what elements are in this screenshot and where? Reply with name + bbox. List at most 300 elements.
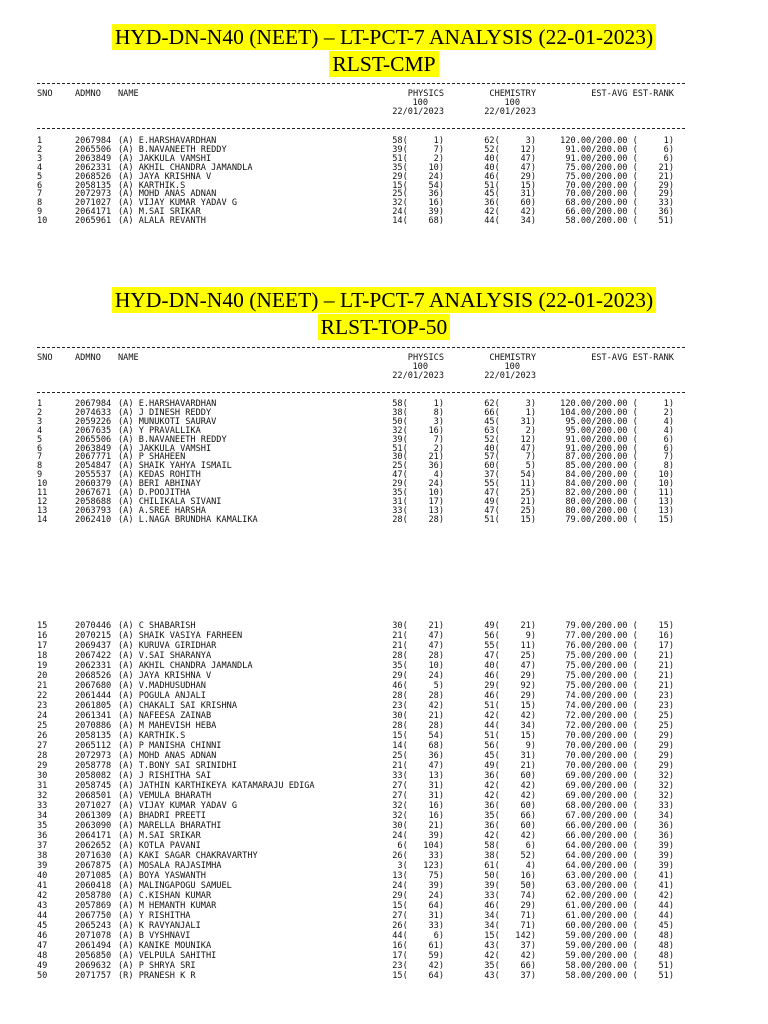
row-physics: 14( 68)	[392, 216, 444, 227]
row-est: 69.00/200.00 ( 32)	[565, 781, 674, 791]
row-name: (A) KEDAS ROHITH	[118, 470, 201, 481]
table-row	[0, 516, 768, 525]
row-sno: 49	[37, 961, 48, 971]
row-sno: 43	[37, 901, 48, 911]
row-est: 77.00/200.00 ( 16)	[565, 631, 674, 641]
row-physics: 32( 16)	[392, 801, 444, 811]
row-admno: 2063090	[75, 821, 112, 831]
row-physics: 51( 2)	[392, 153, 444, 164]
row-sno: 11	[37, 488, 48, 498]
row-est: 80.00/200.00 ( 13)	[565, 496, 674, 507]
row-name: (A) VELPULA SAHITHI	[118, 951, 217, 961]
row-chemistry: 47( 25)	[484, 505, 536, 516]
row-chemistry: 42( 42)	[484, 711, 536, 721]
row-chemistry: 42( 42)	[484, 951, 536, 961]
table-row	[0, 812, 768, 821]
table-row	[0, 952, 768, 961]
table-row	[0, 632, 768, 641]
table-row	[0, 892, 768, 901]
table-row	[0, 762, 768, 771]
col-header-chemistry: CHEMISTRY	[489, 89, 536, 99]
table-row	[0, 782, 768, 791]
section1-header-rule	[37, 128, 685, 129]
row-name: (R) PRANESH K R	[118, 971, 196, 981]
row-chemistry: 45( 31)	[484, 751, 536, 761]
row-chemistry: 38( 52)	[484, 851, 536, 861]
row-chemistry: 45( 31)	[484, 416, 536, 427]
table-row	[0, 792, 768, 801]
row-name: (A) BOYA YASWANTH	[118, 871, 206, 881]
row-chemistry: 42( 42)	[484, 831, 536, 841]
row-est: 72.00/200.00 ( 25)	[565, 711, 674, 721]
row-physics: 29( 24)	[392, 671, 444, 681]
row-sno: 7	[37, 452, 43, 463]
row-est: 70.00/200.00 ( 29)	[565, 761, 674, 771]
row-sno: 10	[37, 479, 48, 490]
row-name: (A) J DINESH REDDY	[118, 407, 212, 418]
row-admno: 2065112	[75, 741, 112, 751]
row-physics: 23( 42)	[392, 961, 444, 971]
col-header-est: EST-AVG EST-RANK	[591, 89, 674, 99]
table-row	[0, 822, 768, 831]
row-name: (A) VIJAY KUMAR YADAV G	[118, 198, 237, 209]
row-sno: 3	[37, 416, 43, 427]
row-name: (A) MOHD ANAS ADNAN	[118, 751, 217, 761]
row-est: 75.00/200.00 ( 21)	[565, 171, 674, 182]
row-physics: 51( 2)	[392, 443, 444, 454]
row-name: (A) JAKKULA VAMSHI	[118, 153, 212, 164]
row-est: 91.00/200.00 ( 6)	[565, 443, 674, 454]
table-row	[0, 962, 768, 971]
row-est: 58.00/200.00 ( 51)	[565, 961, 674, 971]
row-physics: 25( 36)	[392, 189, 444, 200]
row-est: 104.00/200.00 ( 2)	[560, 407, 674, 418]
col-header-admno: ADMNO	[75, 89, 101, 99]
row-admno: 2059226	[75, 416, 112, 427]
row-name: (A) M.SAI SRIKAR	[118, 831, 201, 841]
row-est: 91.00/200.00 ( 6)	[565, 434, 674, 445]
row-est: 84.00/200.00 ( 10)	[565, 470, 674, 481]
row-name: (A) K RAVYANJALI	[118, 921, 201, 931]
row-physics: 28( 28)	[392, 691, 444, 701]
row-physics: 32( 16)	[392, 198, 444, 209]
row-physics: 28( 28)	[392, 651, 444, 661]
row-admno: 2062331	[75, 661, 112, 671]
row-admno: 2070886	[75, 721, 112, 731]
row-admno: 2068526	[75, 671, 112, 681]
row-est: 70.00/200.00 ( 29)	[565, 741, 674, 751]
row-sno: 24	[37, 711, 48, 721]
row-physics: 28( 28)	[392, 514, 444, 525]
row-est: 80.00/200.00 ( 13)	[565, 505, 674, 516]
row-chemistry: 47( 25)	[484, 488, 536, 498]
row-est: 59.00/200.00 ( 48)	[565, 931, 674, 941]
row-name: (A) AKHIL CHANDRA JAMANDLA	[118, 162, 253, 173]
row-admno: 2054847	[75, 461, 112, 472]
row-est: 58.00/200.00 ( 51)	[565, 216, 674, 227]
chemistry-max-marks: 100	[504, 98, 520, 108]
row-admno: 2064171	[75, 207, 112, 218]
row-name: (A) KARTHIK.S	[118, 731, 186, 741]
row-est: 72.00/200.00 ( 25)	[565, 721, 674, 731]
row-est: 79.00/200.00 ( 15)	[565, 621, 674, 631]
row-chemistry: 29( 92)	[484, 681, 536, 691]
row-chemistry: 51( 15)	[484, 731, 536, 741]
row-est: 95.00/200.00 ( 4)	[565, 416, 674, 427]
row-physics: 21( 47)	[392, 641, 444, 651]
row-admno: 2071027	[75, 198, 112, 209]
row-chemistry: 60( 5)	[484, 461, 536, 472]
row-admno: 2069437	[75, 641, 112, 651]
row-chemistry: 49( 21)	[484, 496, 536, 507]
row-est: 74.00/200.00 ( 23)	[565, 691, 674, 701]
row-name: (A) BERI ABHINAY	[118, 479, 201, 490]
row-sno: 21	[37, 681, 48, 691]
row-admno: 2072973	[75, 751, 112, 761]
row-admno: 2071078	[75, 931, 112, 941]
row-admno: 2061805	[75, 701, 112, 711]
row-chemistry: 44( 34)	[484, 721, 536, 731]
row-chemistry: 35( 66)	[484, 961, 536, 971]
row-admno: 2071630	[75, 851, 112, 861]
row-admno: 2061309	[75, 811, 112, 821]
row-chemistry: 55( 11)	[484, 641, 536, 651]
row-sno: 38	[37, 851, 48, 861]
row-est: 66.00/200.00 ( 36)	[565, 821, 674, 831]
row-name: (A) KANIKE MOUNIKA	[118, 941, 212, 951]
row-sno: 33	[37, 801, 48, 811]
row-physics: 24( 39)	[392, 207, 444, 218]
row-name: (A) MOHD ANAS ADNAN	[118, 189, 217, 200]
row-name: (A) MALINGAPOGU SAMUEL	[118, 881, 232, 891]
row-physics: 26( 33)	[392, 921, 444, 931]
chemistry-max-marks: 100	[504, 362, 520, 372]
row-name: (A) M HEMANTH KUMAR	[118, 901, 217, 911]
row-sno: 48	[37, 951, 48, 961]
row-est: 84.00/200.00 ( 10)	[565, 479, 674, 490]
row-chemistry: 40( 47)	[484, 153, 536, 164]
row-sno: 26	[37, 731, 48, 741]
row-chemistry: 62( 3)	[484, 136, 536, 146]
row-sno: 42	[37, 891, 48, 901]
row-admno: 2060379	[75, 479, 112, 490]
table-row	[0, 852, 768, 861]
chemistry-test-date: 22/01/2023	[484, 371, 536, 381]
row-physics: 39( 7)	[392, 434, 444, 445]
row-admno: 2071085	[75, 871, 112, 881]
col-header-physics: PHYSICS	[407, 353, 444, 363]
row-est: 70.00/200.00 ( 29)	[565, 180, 674, 191]
row-name: (A) B VYSHNAVI	[118, 931, 191, 941]
row-chemistry: 44( 34)	[484, 216, 536, 227]
table-row	[0, 742, 768, 751]
row-admno: 2064171	[75, 831, 112, 841]
row-physics: 47( 4)	[392, 470, 444, 481]
row-sno: 36	[37, 831, 48, 841]
row-est: 70.00/200.00 ( 29)	[565, 189, 674, 200]
row-est: 79.00/200.00 ( 15)	[565, 514, 674, 525]
row-name: (A) NAFEESA ZAINAB	[118, 711, 212, 721]
row-name: (A) J RISHITHA SAI	[118, 771, 212, 781]
row-admno: 2071757	[75, 971, 112, 981]
row-admno: 2063849	[75, 443, 112, 454]
row-chemistry: 40( 47)	[484, 162, 536, 173]
row-sno: 5	[37, 434, 43, 445]
row-chemistry: 46( 29)	[484, 691, 536, 701]
row-sno: 7	[37, 189, 43, 200]
row-name: (A) SHAIK VASIYA FARHEEN	[118, 631, 243, 641]
row-est: 75.00/200.00 ( 21)	[565, 651, 674, 661]
row-physics: 14( 68)	[392, 741, 444, 751]
row-est: 61.00/200.00 ( 44)	[565, 901, 674, 911]
row-sno: 10	[37, 216, 48, 227]
row-name: (A) C SHABARISH	[118, 621, 196, 631]
row-sno: 16	[37, 631, 48, 641]
col-header-sno: SNO	[37, 89, 53, 99]
row-physics: 25( 36)	[392, 461, 444, 472]
section1-title-block	[0, 24, 768, 77]
row-sno: 19	[37, 661, 48, 671]
row-est: 75.00/200.00 ( 21)	[565, 681, 674, 691]
row-sno: 2	[37, 407, 43, 418]
row-name: (A) MOSALA RAJASIMHA	[118, 861, 222, 871]
row-sno: 18	[37, 651, 48, 661]
row-name: (A) KAKI SAGAR CHAKRAVARTHY	[118, 851, 258, 861]
row-name: (A) KARTHIK.S	[118, 180, 186, 191]
row-est: 69.00/200.00 ( 32)	[565, 771, 674, 781]
row-name: (A) V.MADHUSUDHAN	[118, 681, 206, 691]
row-name: (A) POGULA ANJALI	[118, 691, 206, 701]
row-chemistry: 63( 2)	[484, 425, 536, 436]
row-chemistry: 49( 21)	[484, 761, 536, 771]
row-est: 68.00/200.00 ( 33)	[565, 198, 674, 209]
row-est: 75.00/200.00 ( 21)	[565, 671, 674, 681]
row-est: 64.00/200.00 ( 39)	[565, 851, 674, 861]
row-physics: 24( 39)	[392, 831, 444, 841]
col-header-sno: SNO	[37, 353, 53, 363]
row-chemistry: 66( 1)	[484, 407, 536, 418]
row-admno: 2055537	[75, 470, 112, 481]
row-name: (A) JAKKULA VAMSHI	[118, 443, 212, 454]
row-admno: 2065506	[75, 434, 112, 445]
row-chemistry: 35( 66)	[484, 811, 536, 821]
row-physics: 29( 24)	[392, 171, 444, 182]
row-est: 70.00/200.00 ( 29)	[565, 751, 674, 761]
row-chemistry: 42( 42)	[484, 781, 536, 791]
row-sno: 12	[37, 496, 48, 507]
row-admno: 2062331	[75, 162, 112, 173]
col-header-admno: ADMNO	[75, 353, 101, 363]
row-sno: 20	[37, 671, 48, 681]
row-chemistry: 57( 7)	[484, 452, 536, 463]
row-physics: 58( 1)	[392, 136, 444, 146]
row-name: (A) CHAKALI SAI KRISHNA	[118, 701, 237, 711]
row-physics: 35( 10)	[392, 162, 444, 173]
row-name: (A) VIJAY KUMAR YADAV G	[118, 801, 237, 811]
row-sno: 46	[37, 931, 48, 941]
row-name: (A) P SHRYA SRI	[118, 961, 196, 971]
row-est: 91.00/200.00 ( 6)	[565, 144, 674, 155]
row-name: (A) KOTLA PAVANI	[118, 841, 201, 851]
row-sno: 22	[37, 691, 48, 701]
section1-subtitle: RLST-CMP	[329, 51, 438, 77]
row-sno: 41	[37, 881, 48, 891]
row-sno: 14	[37, 514, 48, 525]
row-physics: 27( 31)	[392, 911, 444, 921]
row-physics: 38( 8)	[392, 407, 444, 418]
row-admno: 2058745	[75, 781, 112, 791]
table-row	[0, 802, 768, 811]
row-est: 75.00/200.00 ( 21)	[565, 661, 674, 671]
row-physics: 44( 6)	[392, 931, 444, 941]
row-chemistry: 37( 54)	[484, 470, 536, 481]
row-physics: 26( 33)	[392, 851, 444, 861]
row-name: (A) B.NAVANEETH REDDY	[118, 144, 227, 155]
row-physics: 15( 54)	[392, 180, 444, 191]
row-admno: 2058778	[75, 761, 112, 771]
row-chemistry: 40( 47)	[484, 661, 536, 671]
table-row	[0, 972, 768, 981]
row-physics: 33( 13)	[392, 771, 444, 781]
row-name: (A) VEMULA BHARATH	[118, 791, 212, 801]
table-row	[0, 217, 768, 226]
row-physics: 15( 54)	[392, 731, 444, 741]
row-admno: 2067671	[75, 488, 112, 498]
row-est: 68.00/200.00 ( 33)	[565, 801, 674, 811]
row-name: (A) M MAHEVISH HEBA	[118, 721, 217, 731]
row-admno: 2063793	[75, 505, 112, 516]
row-physics: 27( 31)	[392, 781, 444, 791]
table-row	[0, 932, 768, 941]
row-physics: 13( 75)	[392, 871, 444, 881]
row-est: 120.00/200.00 ( 1)	[560, 399, 674, 409]
row-admno: 2070446	[75, 621, 112, 631]
table-row	[0, 772, 768, 781]
row-est: 63.00/200.00 ( 41)	[565, 871, 674, 881]
row-est: 64.00/200.00 ( 39)	[565, 841, 674, 851]
row-physics: 46( 5)	[392, 681, 444, 691]
row-physics: 25( 36)	[392, 751, 444, 761]
row-est: 85.00/200.00 ( 8)	[565, 461, 674, 472]
row-name: (A) CHILIKALA SIVANI	[118, 496, 222, 507]
row-chemistry: 34( 71)	[484, 911, 536, 921]
col-header-physics: PHYSICS	[407, 89, 444, 99]
row-sno: 39	[37, 861, 48, 871]
table-row	[0, 902, 768, 911]
row-chemistry: 49( 21)	[484, 621, 536, 631]
row-sno: 40	[37, 871, 48, 881]
row-chemistry: 34( 71)	[484, 921, 536, 931]
row-physics: 15( 64)	[392, 971, 444, 981]
row-chemistry: 45( 31)	[484, 189, 536, 200]
table-row	[0, 662, 768, 671]
row-sno: 31	[37, 781, 48, 791]
row-admno: 2060418	[75, 881, 112, 891]
section2-subtitle: RLST-TOP-50	[318, 314, 451, 340]
row-physics: 32( 16)	[392, 425, 444, 436]
row-sno: 27	[37, 741, 48, 751]
row-name: (A) E.HARSHAVARDHAN	[118, 136, 217, 146]
row-name: (A) P MANISHA CHINNI	[118, 741, 222, 751]
row-chemistry: 36( 60)	[484, 801, 536, 811]
row-sno: 9	[37, 470, 43, 481]
row-chemistry: 47( 25)	[484, 651, 536, 661]
row-est: 70.00/200.00 ( 29)	[565, 731, 674, 741]
row-admno: 2067635	[75, 425, 112, 436]
row-admno: 2058135	[75, 731, 112, 741]
row-admno: 2067422	[75, 651, 112, 661]
row-sno: 1	[37, 399, 43, 409]
row-name: (A) C.KISHAN KUMAR	[118, 891, 212, 901]
row-physics: 27( 31)	[392, 791, 444, 801]
row-sno: 4	[37, 425, 43, 436]
row-admno: 2057869	[75, 901, 112, 911]
row-sno: 23	[37, 701, 48, 711]
physics-max-marks: 100	[412, 98, 428, 108]
row-physics: 6( 104)	[397, 841, 444, 851]
col-header-chemistry: CHEMISTRY	[489, 353, 536, 363]
row-admno: 2058135	[75, 180, 112, 191]
table-row	[0, 642, 768, 651]
row-name: (A) AKHIL CHANDRA JAMANDLA	[118, 661, 253, 671]
section2-title: HYD-DN-N40 (NEET) – LT-PCT-7 ANALYSIS (22-01-2023)	[112, 287, 656, 313]
row-admno: 2071027	[75, 801, 112, 811]
row-chemistry: 33( 74)	[484, 891, 536, 901]
row-chemistry: 42( 42)	[484, 207, 536, 218]
row-name: (A) Y RISHITHA	[118, 911, 191, 921]
section1-top-rule	[37, 83, 685, 84]
row-physics: 24( 39)	[392, 881, 444, 891]
row-sno: 8	[37, 198, 43, 209]
table-row	[0, 622, 768, 631]
col-header-name: NAME	[118, 353, 139, 363]
row-est: 63.00/200.00 ( 41)	[565, 881, 674, 891]
row-chemistry: 52( 12)	[484, 434, 536, 445]
row-chemistry: 36( 60)	[484, 771, 536, 781]
row-physics: 30( 21)	[392, 621, 444, 631]
row-est: 91.00/200.00 ( 6)	[565, 153, 674, 164]
row-est: 58.00/200.00 ( 51)	[565, 971, 674, 981]
row-physics: 58( 1)	[392, 399, 444, 409]
row-admno: 2056850	[75, 951, 112, 961]
row-physics: 23( 42)	[392, 701, 444, 711]
row-sno: 2	[37, 144, 43, 155]
row-physics: 29( 24)	[392, 479, 444, 490]
row-est: 82.00/200.00 ( 11)	[565, 488, 674, 498]
row-chemistry: 46( 29)	[484, 671, 536, 681]
row-physics: 31( 17)	[392, 496, 444, 507]
row-name: (A) ALALA REVANTH	[118, 216, 206, 227]
table-row	[0, 872, 768, 881]
row-admno: 2061444	[75, 691, 112, 701]
row-sno: 35	[37, 821, 48, 831]
row-physics: 21( 47)	[392, 761, 444, 771]
row-name: (A) JAYA KRISHNA V	[118, 171, 212, 182]
row-chemistry: 61( 4)	[484, 861, 536, 871]
row-admno: 2069632	[75, 961, 112, 971]
row-chemistry: 51( 15)	[484, 701, 536, 711]
table-row	[0, 702, 768, 711]
row-sno: 15	[37, 621, 48, 631]
table-row	[0, 732, 768, 741]
row-admno: 2067750	[75, 911, 112, 921]
row-admno: 2058780	[75, 891, 112, 901]
table-row	[0, 842, 768, 851]
row-sno: 13	[37, 505, 48, 516]
row-physics: 30( 21)	[392, 821, 444, 831]
row-sno: 8	[37, 461, 43, 472]
row-admno: 2067984	[75, 136, 112, 146]
